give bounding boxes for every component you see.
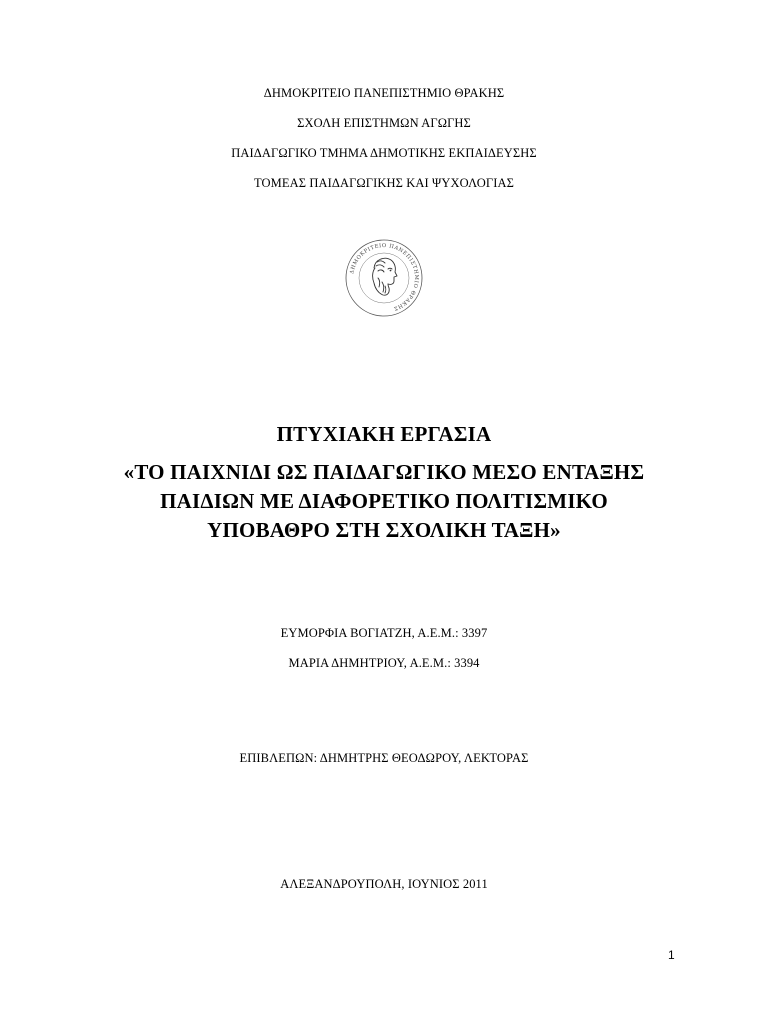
- author-1: ΕΥΜΟΡΦΙΑ ΒΟΓΙΑΤΖΗ, Α.Ε.Μ.: 3397: [280, 626, 488, 640]
- thesis-title-line-1: «ΤΟ ΠΑΙΧΝΙΔΙ ΩΣ ΠΑΙΔΑΓΩΓΙΚΟ ΜΕΣΟ ΕΝΤΑΞΗΣ: [123, 460, 645, 484]
- svg-text:ΔΗΜΟΚΡΙΤΕΙΟ ΠΑΝΕΠΙΣΤΗΜΙΟ ΘΡΑΚΗ: [349, 243, 419, 312]
- thesis-type-label: ΠΤΥΧΙΑΚΗ ΕΡΓΑΣΙΑ: [276, 422, 492, 446]
- university-name: ΔΗΜΟΚΡΙΤΕΙΟ ΠΑΝΕΠΙΣΤΗΜΙΟ ΘΡΑΚΗΣ: [263, 86, 505, 100]
- department-name: ΠΑΙΔΑΓΩΓΙΚΟ ΤΜΗΜΑ ΔΗΜΟΤΙΚΗΣ ΕΚΠΑΙΔΕΥΣΗΣ: [231, 146, 537, 160]
- supervisor-line: ΕΠΙΒΛΕΠΩΝ: ΔΗΜΗΤΡΗΣ ΘΕΟΔΩΡΟΥ, ΛΕΚΤΟΡΑΣ: [239, 751, 529, 765]
- author-2: ΜΑΡΙΑ ΔΗΜΗΤΡΙΟΥ, Α.Ε.Μ.: 3394: [288, 656, 480, 670]
- thesis-title-line-3: ΥΠΟΒΑΘΡΟ ΣΤΗ ΣΧΟΛΙΚΗ ΤΑΞΗ»: [207, 518, 561, 542]
- page-number: 1: [668, 948, 675, 962]
- sector-name: ΤΟΜΕΑΣ ΠΑΙΔΑΓΩΓΙΚΗΣ ΚΑΙ ΨΥΧΟΛΟΓΙΑΣ: [254, 176, 514, 190]
- university-seal-icon: [344, 238, 424, 318]
- seal-ring-text: ΔΗΜΟΚΡΙΤΕΙΟ ΠΑΝΕΠΙΣΤΗΜΙΟ ΘΡΑΚΗΣ: [349, 242, 420, 312]
- school-name: ΣΧΟΛΗ ΕΠΙΣΤΗΜΩΝ ΑΓΩΓΗΣ: [297, 116, 471, 130]
- thesis-title-line-2: ΠΑΙΔΙΩΝ ΜΕ ΔΙΑΦΟΡΕΤΙΚΟ ΠΟΛΙΤΙΣΜΙΚΟ: [160, 489, 608, 513]
- place-date-line: ΑΛΕΞΑΝΔΡΟΥΠΟΛΗ, ΙΟΥΝΙΟΣ 2011: [280, 877, 488, 891]
